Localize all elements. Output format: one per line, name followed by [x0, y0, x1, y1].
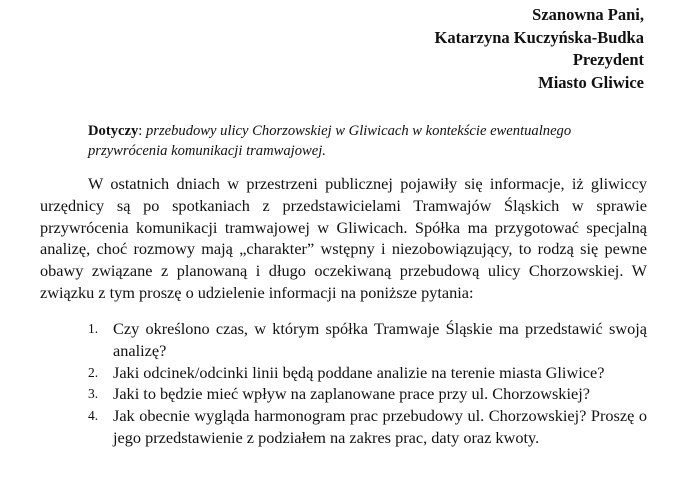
addressee-title: Prezydent: [572, 50, 644, 69]
subject-label: Dotyczy: [88, 123, 139, 139]
questions-list: [88, 318, 647, 449]
list-item-number: 3.: [88, 386, 99, 402]
list-item: [88, 318, 647, 362]
list-item-number: 4.: [88, 408, 99, 424]
subject-text: przebudowy ulicy Chorzowskiej w Gliwicach w kontekście ewentualnego przywrócenia komunikacji tramwajowej.: [88, 123, 572, 159]
subject-colon: :: [138, 123, 143, 139]
list-item-number: 2.: [88, 364, 99, 380]
addressee-institution: Miasto Gliwice: [538, 72, 644, 92]
addressee-block: [435, 4, 645, 94]
list-item-number: 1.: [88, 321, 99, 336]
salutation: Szanowna Pani,: [532, 5, 644, 24]
list-item-text: Jaki to będzie mieć wpływ na zaplanowane prace przy ul. Chorzowskiej?: [113, 384, 590, 404]
addressee-name: Katarzyna Kuczyńska-Budka: [434, 27, 644, 47]
body-paragraph: W ostatnich dniach w przestrzeni publicznej pojawiły się informacje, iż gliwiccy urzędnicy są po spotkaniach z przedstawicielami Tramwajów Śląskich w sprawie przywrócenia komunikacji tramwajowej w Gliwicach. Spółka ma przygotować specjalną analizę, choć rozmowy mają „charakter” wstępny i niezobowiązujący, to rodzą się pewne obawy związane z planowaną i długo oczekiwaną przebudową ulicy Chorzowskiej. W związku z tym proszę o udzielenie informacji na poniższe pytania:: [40, 174, 647, 302]
list-item-text: Jaki odcinek/odcinki linii będą poddane analizie na terenie miasta Gliwice?: [113, 362, 605, 382]
list-item-text: Czy określono czas, w którym spółka Tramwaje Śląskie ma przedstawić swoją analizę?: [113, 319, 647, 360]
list-item-text: Jak obecnie wygląda harmonogram prac przebudowy ul. Chorzowskiej? Proszę o jego przedstawienie z podziałem na zakres prac, daty oraz kwoty.: [113, 406, 647, 447]
list-item: [88, 362, 647, 384]
list-item: [88, 405, 647, 449]
subject-line: [88, 121, 648, 161]
list-item: [88, 383, 647, 405]
